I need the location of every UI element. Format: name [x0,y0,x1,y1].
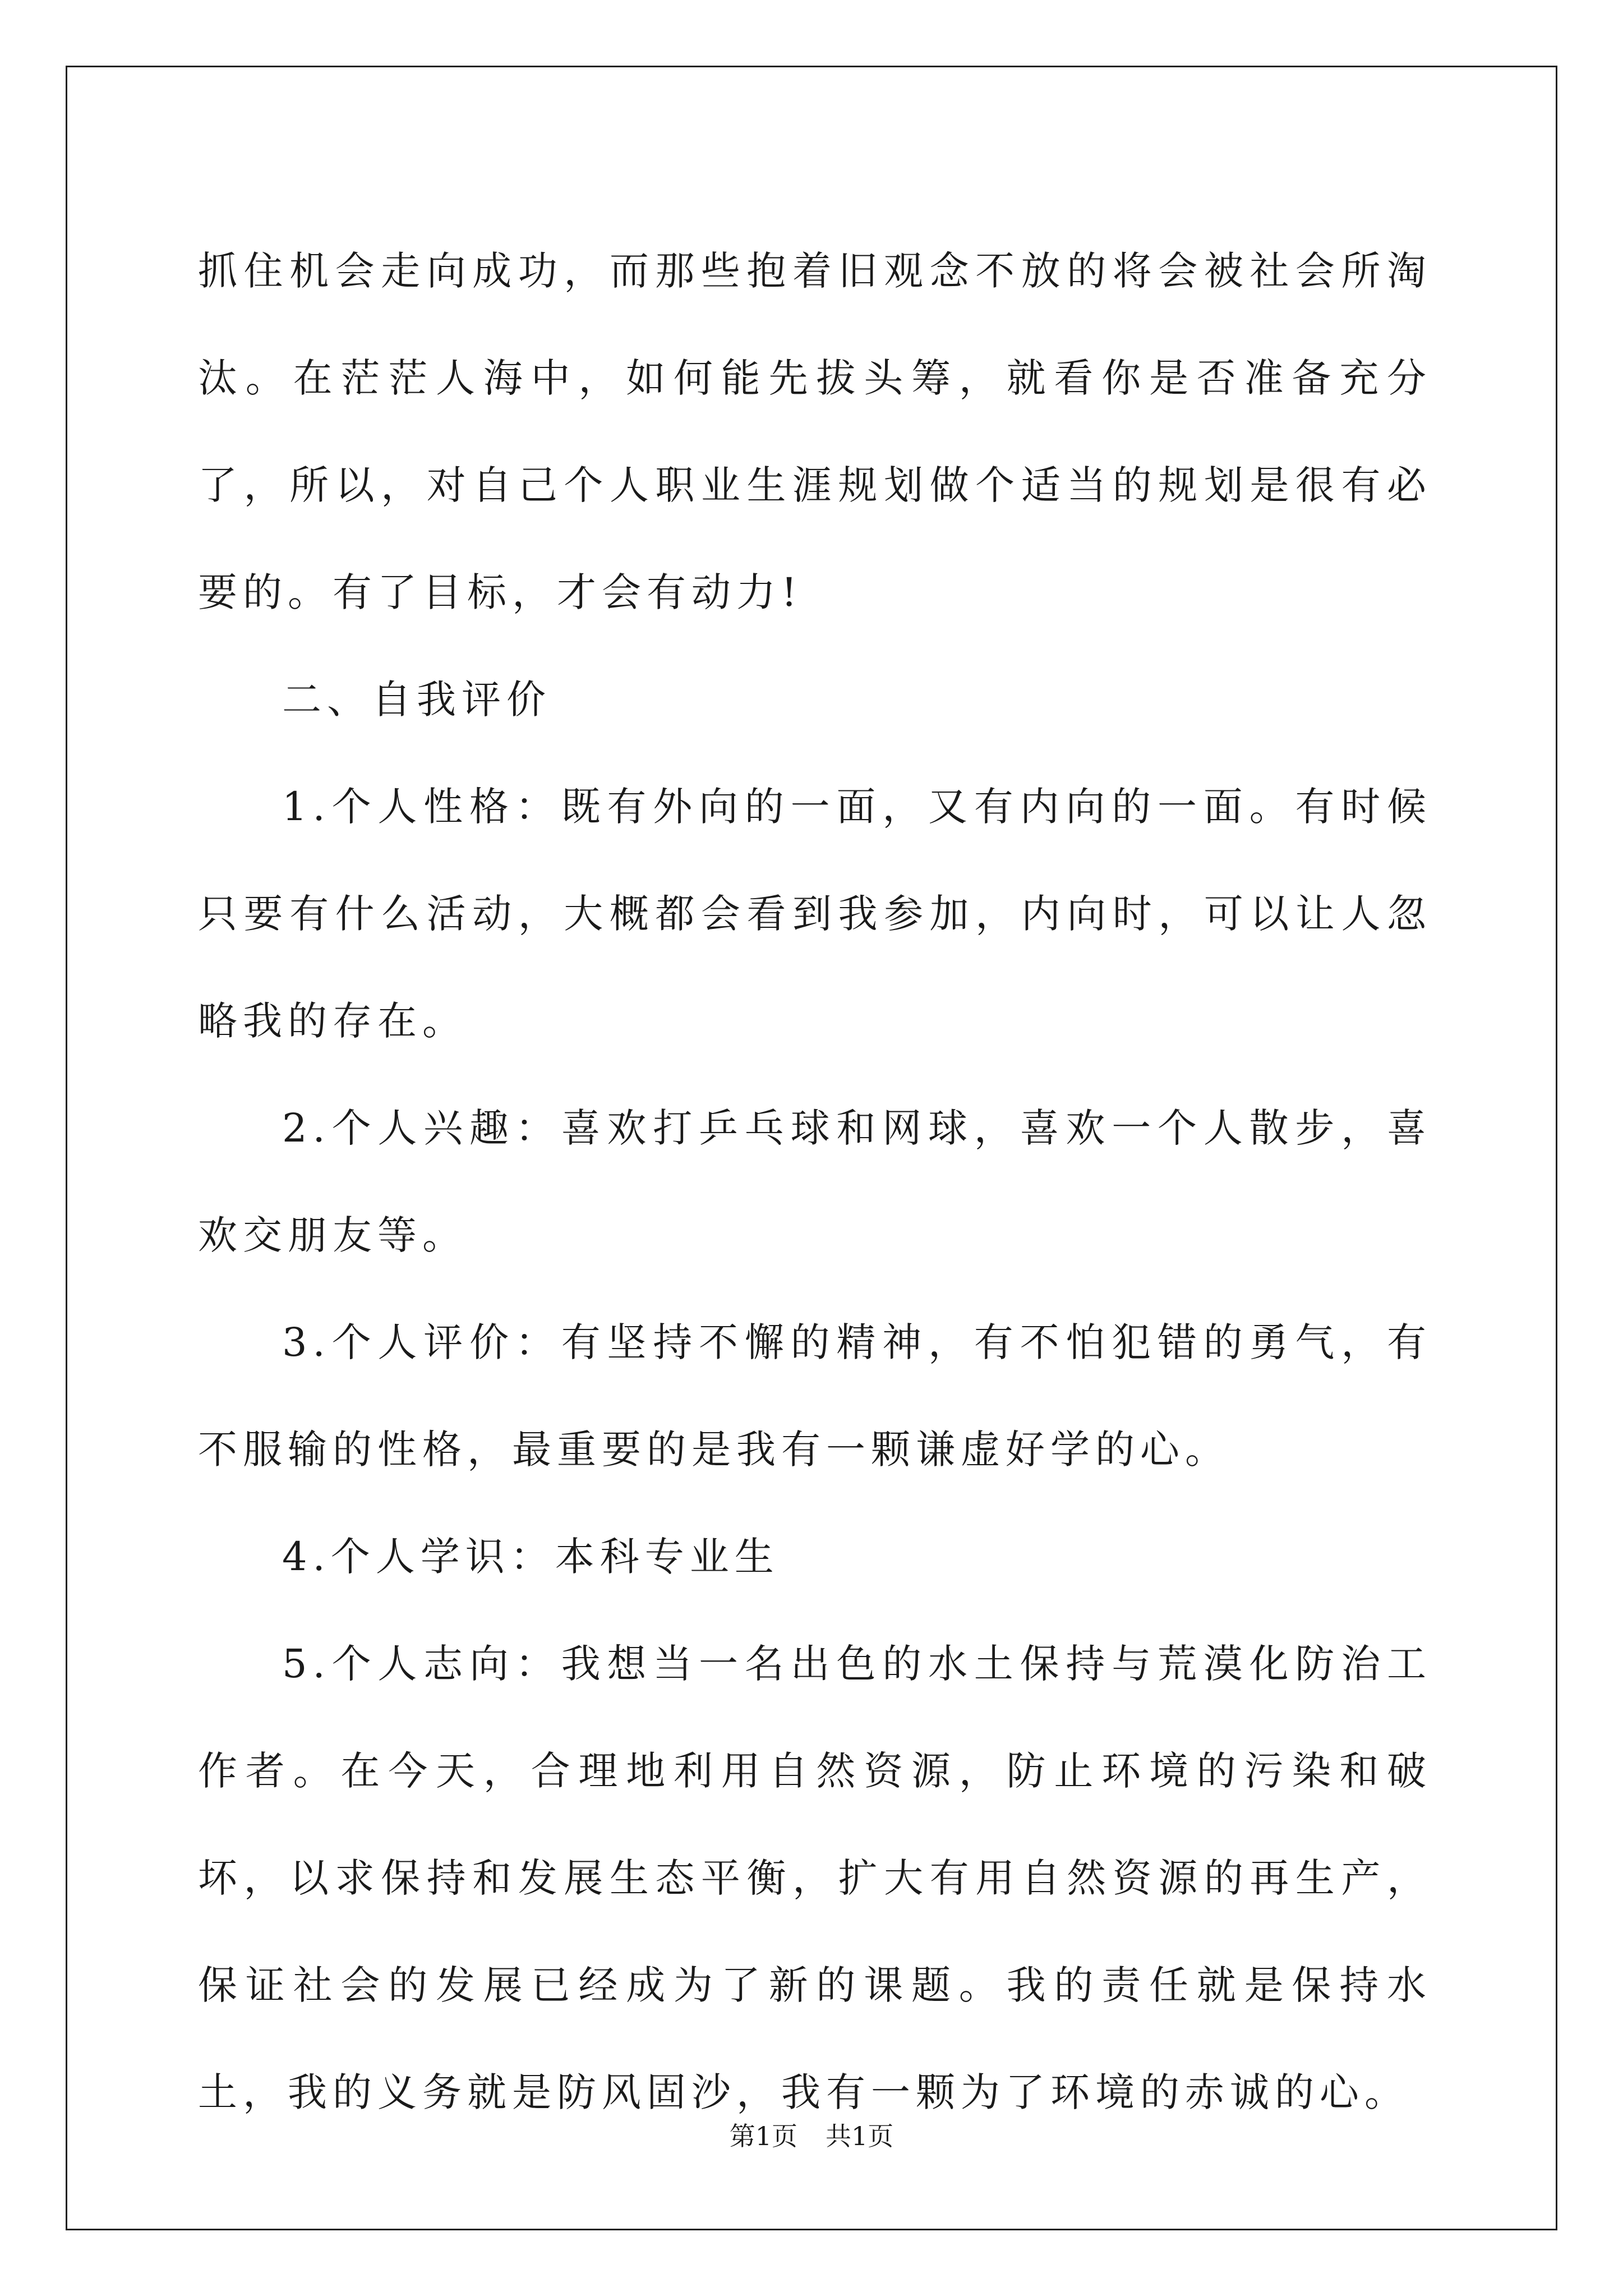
paragraph-intro: 抓住机会走向成功，而那些抱着旧观念不放的将会被社会所淘汰。在茫茫人海中，如何能先拔头筹，就看你是否准备充分了，所以，对自己个人职业生涯规划做个适当的规划是很有必要的。有了目标，才会有动力! [198,248,1432,615]
document-body [198,218,1432,2146]
section-heading-self-evaluation: 二、自我评价 [282,677,551,723]
page-number: 第1页 [729,2121,797,2151]
paragraph-personality: 1.个人性格：既有外向的一面，又有内向的一面。有时候只要有什么活动，大概都会看到我参加，内向时，可以让人忽略我的存在。 [198,784,1432,1044]
paragraph-education: 4.个人学识：本科专业生 [282,1534,780,1580]
paragraph-interests: 2.个人兴趣：喜欢打乒乓球和网球，喜欢一个人散步，喜欢交朋友等。 [198,1105,1432,1258]
page-footer [0,2116,1623,2153]
paragraph-aspiration: 5.个人志向：我想当一名出色的水土保持与荒漠化防治工作者。在今天，合理地利用自然资源，防止环境的污染和破坏，以求保持和发展生态平衡，扩大有用自然资源的再生产，保证社会的发展已经成为了新的课题。我的责任就是保持水土，我的义务就是防风固沙，我有一颗为了环境的赤诚的心。 [198,1641,1432,2115]
page-total: 共1页 [826,2121,894,2151]
paragraph-self-assessment: 3.个人评价：有坚持不懈的精神，有不怕犯错的勇气，有不服输的性格，最重要的是我有一颗谦虚好学的心。 [198,1319,1432,1473]
